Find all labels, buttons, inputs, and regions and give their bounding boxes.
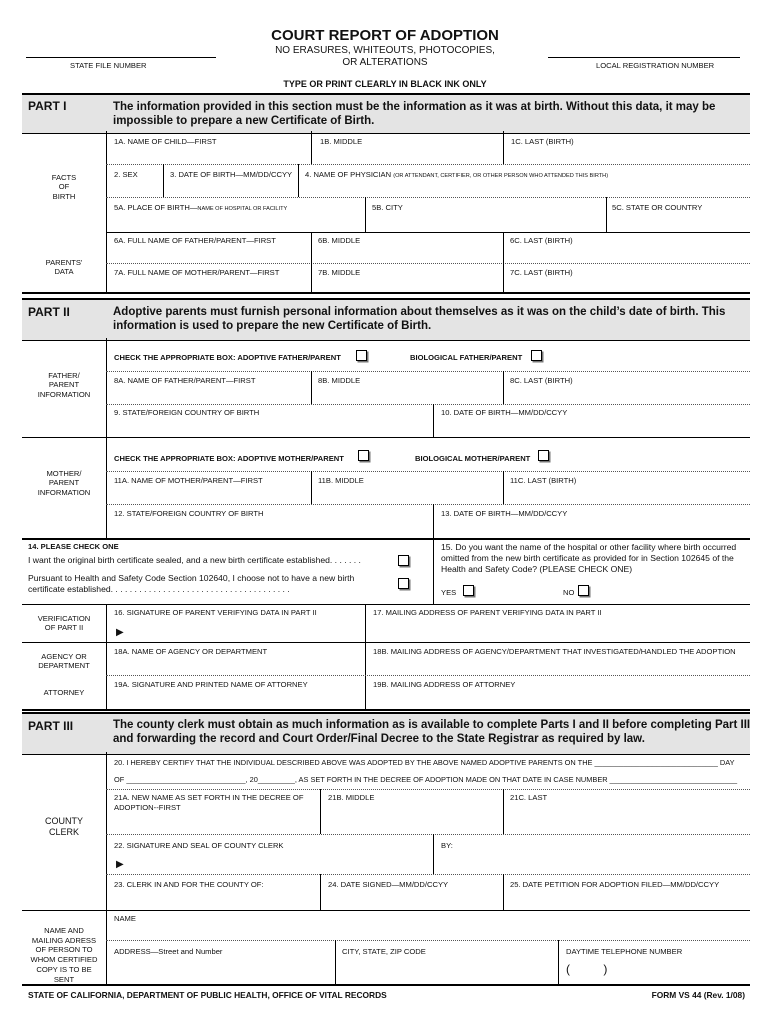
new-first-name-label-1[interactable]: 21A. NEW NAME AS SET FORTH IN THE DECREE OF	[114, 793, 304, 802]
mother-birth-date-field[interactable]: 13. DATE OF BIRTH—MM/DD/CCYY	[441, 509, 568, 518]
ink-instruction: TYPE OR PRINT CLEARLY IN BLACK INK ONLY	[283, 79, 487, 89]
item14-option-no-new-line2: certificate established. . . . . . . . . . . . . . . . . . . . . . . . . . . . . . . . . . . . . .	[28, 584, 290, 594]
biological-father-checkbox[interactable]	[531, 350, 542, 361]
footer-form-number: FORM VS 44 (Rev. 1/08)	[651, 990, 745, 1000]
new-first-name-label-2: ADOPTION--FIRST	[114, 803, 181, 812]
physician-note: (OR ATTENDANT, CERTIFIER, OR OTHER PERSON WHO ATTENDED THIS BIRTH)	[393, 173, 609, 179]
father-birth-date-field[interactable]: 10. DATE OF BIRTH—MM/DD/CCYY	[441, 408, 568, 417]
form-title: COURT REPORT OF ADOPTION	[271, 27, 499, 44]
local-registration-line[interactable]	[548, 57, 740, 58]
no-new-certificate-checkbox[interactable]	[398, 578, 409, 589]
facts-of-birth-label: FACTS OF BIRTH	[51, 173, 77, 201]
adoptive-mother-middle-name-field[interactable]: 11B. MIDDLE	[318, 476, 364, 485]
signature-arrow-icon: ▶	[116, 627, 124, 638]
footer-agency: STATE OF CALIFORNIA, DEPARTMENT OF PUBLIC HEALTH, OFFICE OF VITAL RECORDS	[28, 990, 387, 1000]
part3-description: The county clerk must obtain as much information as is available to complete Parts I and II before completing Part III and forwarding the record and Court Order/Final Decree to the State Registrar as required by law.	[113, 719, 751, 746]
new-middle-name-field[interactable]: 21B. MIDDLE	[328, 793, 375, 802]
child-last-name-field[interactable]: 1C. LAST (BIRTH)	[511, 137, 574, 146]
adoptive-father-last-name-field[interactable]: 8C. LAST (BIRTH)	[510, 376, 573, 385]
father-info-label: FATHER/ PARENT INFORMATION	[37, 371, 91, 399]
recipient-phone-field[interactable]: DAYTIME TELEPHONE NUMBER	[566, 947, 683, 956]
certification-line2: OF _____________________________, 20_________, AS SET FORTH IN THE DECREE OF ADOPTION MADE ON THAT DATE IN CASE NUMBER _______________________________	[114, 775, 738, 784]
father-middle-name-field[interactable]: 6B. MIDDLE	[318, 236, 361, 245]
biological-mother-label: BIOLOGICAL MOTHER/PARENT	[415, 454, 531, 463]
part2-description: Adoptive parents must furnish personal information about themselves as it was on the child’s date of birth. This information is used to prepare the new Certificate of Birth.	[113, 306, 726, 333]
by-field[interactable]: BY:	[441, 841, 453, 850]
yes-label: YES	[441, 588, 457, 597]
no-label: NO	[563, 588, 575, 597]
date-of-birth-field[interactable]: 3. DATE OF BIRTH—MM/DD/CCYY	[170, 170, 293, 179]
item14-title: 14. PLEASE CHECK ONE	[28, 542, 119, 551]
birth-city-field[interactable]: 5B. CITY	[372, 203, 403, 212]
mother-first-name-field[interactable]: 7A. FULL NAME OF MOTHER/PARENT—FIRST	[114, 268, 280, 277]
recipient-name-field[interactable]: NAME	[114, 914, 136, 923]
omit-hospital-no-checkbox[interactable]	[578, 585, 589, 596]
date-signed-field[interactable]: 24. DATE SIGNED—MM/DD/CCYY	[328, 880, 449, 889]
state-file-number-line[interactable]	[26, 57, 216, 58]
father-last-name-field[interactable]: 6C. LAST (BIRTH)	[510, 236, 573, 245]
clerk-signature-arrow-icon: ▶	[116, 859, 124, 870]
child-first-name-field[interactable]: 1A. NAME OF CHILD—FIRST	[114, 137, 217, 146]
adoptive-father-first-name-field[interactable]: 8A. NAME OF FATHER/PARENT—FIRST	[114, 376, 256, 385]
state-file-number-label: STATE FILE NUMBER	[70, 61, 147, 70]
new-last-name-field[interactable]: 21C. LAST	[510, 793, 548, 802]
recipient-city-field[interactable]: CITY, STATE, ZIP CODE	[342, 947, 426, 956]
mother-last-name-field[interactable]: 7C. LAST (BIRTH)	[510, 268, 573, 277]
agency-address-field[interactable]: 18B. MAILING ADDRESS OF AGENCY/DEPARTMENT THAT INVESTIGATED/HANDLED THE ADOPTION	[373, 647, 736, 656]
mother-middle-name-field[interactable]: 7B. MIDDLE	[318, 268, 361, 277]
father-birth-country-field[interactable]: 9. STATE/FOREIGN COUNTRY OF BIRTH	[114, 408, 260, 417]
biological-father-label: BIOLOGICAL FATHER/PARENT	[410, 353, 523, 362]
place-of-birth-field[interactable]	[114, 204, 287, 213]
adoptive-mother-first-name-field[interactable]: 11A. NAME OF MOTHER/PARENT—FIRST	[114, 476, 263, 485]
part1-divider	[106, 131, 107, 292]
clerk-county-field[interactable]: 23. CLERK IN AND FOR THE COUNTY OF:	[114, 880, 264, 889]
phone-area-code[interactable]: ( )	[566, 962, 608, 976]
adoptive-father-middle-name-field[interactable]: 8B. MIDDLE	[318, 376, 361, 385]
adoptive-mother-label: CHECK THE APPROPRIATE BOX: ADOPTIVE MOTHER/PARENT	[114, 454, 344, 463]
item15-question: 15. Do you want the name of the hospital or other facility where birth occurred omitted from the new birth certificate as provided for in Section 102645 of the Health and Safety Code? (PLEASE CHECK ONE)	[441, 542, 737, 575]
father-first-name-field[interactable]: 6A. FULL NAME OF FATHER/PARENT—FIRST	[114, 236, 276, 245]
physician-label: 4. NAME OF PHYSICIAN	[305, 170, 392, 179]
biological-mother-checkbox[interactable]	[538, 450, 549, 461]
form-subtitle-1: NO ERASURES, WHITEOUTS, PHOTOCOPIES,	[275, 45, 495, 56]
part3-label: PART III	[28, 719, 74, 733]
physician-name-field[interactable]	[305, 171, 608, 180]
adoptive-mother-checkbox[interactable]	[358, 450, 369, 461]
birth-state-field[interactable]: 5C. STATE OR COUNTRY	[612, 203, 703, 212]
attorney-signature-field[interactable]: 19A. SIGNATURE AND PRINTED NAME OF ATTORNEY	[114, 680, 308, 689]
county-clerk-label: COUNTY CLERK	[45, 816, 83, 838]
verification-label: VERIFICATION OF PART II	[37, 614, 91, 633]
part2-label: PART II	[28, 305, 70, 319]
clerk-signature-field[interactable]: 22. SIGNATURE AND SEAL OF COUNTY CLERK	[114, 841, 284, 850]
omit-hospital-yes-checkbox[interactable]	[463, 585, 474, 596]
part1-description: The information provided in this section must be the information as it was at birth. Without this data, it may be impossible to prepare a new Certificate of Birth.	[113, 101, 716, 128]
attorney-address-field[interactable]: 19B. MAILING ADDRESS OF ATTORNEY	[373, 680, 516, 689]
sex-field[interactable]: 2. SEX	[114, 170, 138, 179]
parent-mailing-address-field[interactable]: 17. MAILING ADDRESS OF PARENT VERIFYING DATA IN PART II	[373, 608, 602, 617]
mother-info-label: MOTHER/ PARENT INFORMATION	[37, 469, 91, 497]
local-registration-label: LOCAL REGISTRATION NUMBER	[596, 61, 715, 70]
form-subtitle-2: OR ALTERATIONS	[342, 57, 428, 68]
agency-label: AGENCY OR DEPARTMENT	[38, 652, 90, 671]
place-of-birth-note: NAME OF HOSPITAL OR FACILITY	[197, 206, 288, 212]
recipient-label: NAME AND MAILING ADRESS OF PERSON TO WHOM CERTIFIED COPY IS TO BE SENT	[30, 926, 98, 984]
item14-option-no-new-line1: Pursuant to Health and Safety Code Section 102640, I choose not to have a new birth	[28, 573, 355, 583]
parents-data-label: PARENTS' DATA	[45, 258, 83, 277]
adoptive-mother-last-name-field[interactable]: 11C. LAST (BIRTH)	[510, 476, 577, 485]
child-middle-name-field[interactable]: 1B. MIDDLE	[320, 137, 363, 146]
certification-line1: 20. I HEREBY CERTIFY THAT THE INDIVIDUAL DESCRIBED ABOVE WAS ADOPTED BY THE ABOVE NAMED ADOPTIVE PARENTS ON THE ______________________________ DAY	[114, 758, 735, 767]
place-of-birth-label: 5A. PLACE OF BIRTH—	[114, 203, 198, 212]
parent-signature-field[interactable]: 16. SIGNATURE OF PARENT VERIFYING DATA IN PART II	[114, 608, 317, 617]
item14-option-sealed: I want the original birth certificate sealed, and a new birth certificate established. . . . . . .	[28, 555, 361, 565]
adoptive-father-label: CHECK THE APPROPRIATE BOX: ADOPTIVE FATHER/PARENT	[114, 353, 341, 362]
attorney-label: ATTORNEY	[43, 688, 85, 697]
mother-birth-country-field[interactable]: 12. STATE/FOREIGN COUNTRY OF BIRTH	[114, 509, 264, 518]
sealed-certificate-checkbox[interactable]	[398, 555, 409, 566]
part1-label: PART I	[28, 99, 67, 113]
recipient-address-field[interactable]: ADDRESS—Street and Number	[114, 947, 223, 956]
petition-date-field[interactable]: 25. DATE PETITION FOR ADOPTION FILED—MM/DD/CCYY	[510, 880, 720, 889]
agency-name-field[interactable]: 18A. NAME OF AGENCY OR DEPARTMENT	[114, 647, 268, 656]
adoptive-father-checkbox[interactable]	[356, 350, 367, 361]
